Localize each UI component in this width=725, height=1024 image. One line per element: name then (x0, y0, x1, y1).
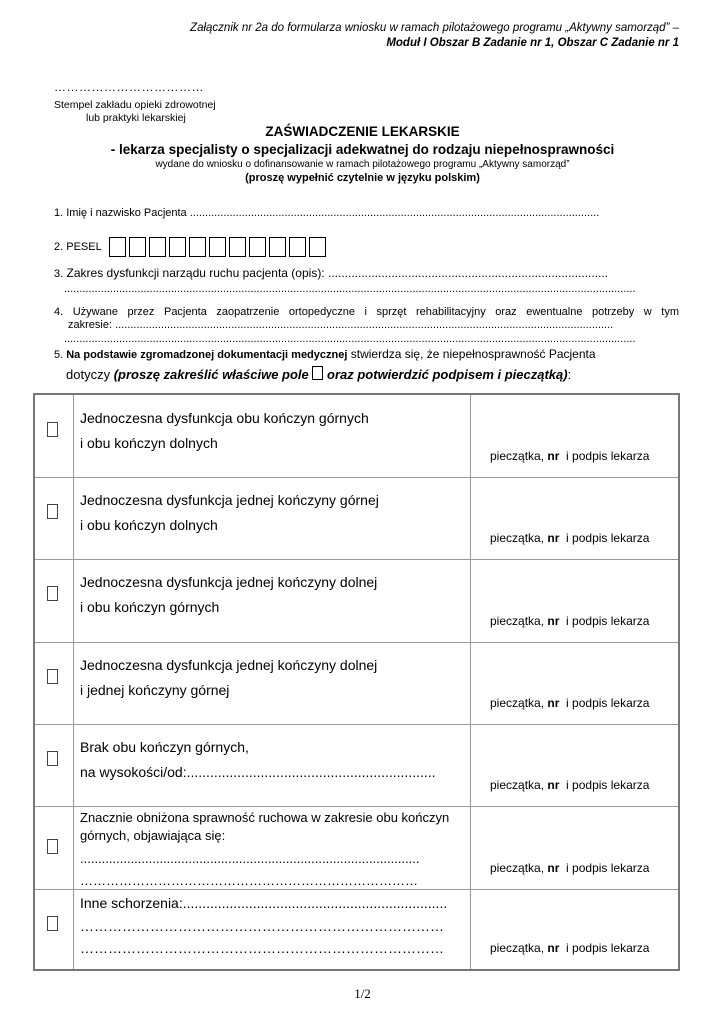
inline-checkbox-icon (312, 366, 323, 380)
header-line-2: Moduł I Obszar B Zadanie nr 1, Obszar C Zadanie nr 1 (386, 37, 679, 49)
row-text-line: Jednoczesna dysfunkcja jednej kończyny dolnej (80, 574, 378, 590)
patient-name-field[interactable]: 1. Imię i nazwisko Pacjenta ...................................................................................................................................... (54, 207, 600, 219)
signature-prefix: pieczątka, (490, 696, 548, 710)
signature-suffix: i podpis lekarza (559, 531, 650, 545)
page-number: 1/2 (354, 986, 371, 1001)
row-checkbox[interactable] (47, 422, 58, 437)
checkbox-cell (35, 642, 74, 724)
checkbox-cell (35, 889, 74, 969)
signature-nr: nr (547, 449, 560, 463)
disability-table (33, 393, 680, 971)
row-description (80, 477, 471, 559)
row-text-line[interactable]: …………………………………………………………………… (80, 873, 418, 888)
row-text-line: i obu kończyn dolnych (80, 517, 218, 533)
row-text-line: i obu kończyn dolnych (80, 435, 218, 451)
q3-dotted-line[interactable]: ........................................................................................................................................................................................... (64, 283, 636, 295)
row-text-line[interactable]: na wysokości/od:................................................................ (80, 764, 436, 780)
pesel-digit-box[interactable] (189, 237, 206, 257)
table-row (35, 477, 678, 560)
q5-line-1 (54, 347, 679, 361)
pesel-digit-box[interactable] (169, 237, 186, 257)
signature-suffix: i podpis lekarza (559, 614, 650, 628)
signature-suffix: i podpis lekarza (559, 778, 650, 792)
q4-text-line-2[interactable]: zakresie: ................................................................................................................................................................... (68, 319, 614, 331)
q5-line2-italic: (proszę zakreślić właściwe pole (113, 367, 309, 382)
signature-suffix: i podpis lekarza (559, 861, 650, 875)
checkbox-cell (35, 559, 74, 642)
document-info: wydane do wniosku o dofinansowanie w ramach pilotażowego programu „Aktywny samorząd” (155, 159, 570, 170)
q4-dotted-line[interactable]: ........................................................................................................................................................................................... (64, 333, 636, 345)
row-checkbox[interactable] (47, 504, 58, 519)
checkbox-cell (35, 724, 74, 806)
signature-nr: nr (547, 531, 560, 545)
row-description (80, 724, 471, 806)
row-text-line: i jednej kończyny górnej (80, 682, 230, 698)
row-checkbox[interactable] (47, 916, 58, 931)
table-row (35, 724, 678, 807)
header-line-1: Załącznik nr 2a do formularza wniosku w ramach pilotażowego programu „Aktywny samorząd” – (190, 22, 679, 34)
pesel-digit-box[interactable] (209, 237, 226, 257)
q4-text-line-1: 4. Używane przez Pacjenta zaopatrzenie ortopedyczne i sprzęt rehabilitacyjny oraz ewentualne potrzeby w tym (54, 306, 679, 318)
signature-nr: nr (547, 696, 560, 710)
q5-text: stwierdza się, że niepełnosprawność Pacjenta (347, 347, 596, 361)
row-description (80, 559, 471, 642)
signature-suffix: i podpis lekarza (559, 449, 650, 463)
doctor-signature-field[interactable] (490, 531, 649, 545)
row-text-line[interactable]: …………………………………………………………………… (80, 918, 444, 934)
q3-text: Zakres dysfunkcji narządu ruchu pacjenta (opis): .................................................................................... (63, 266, 609, 280)
table-row (35, 559, 678, 643)
pesel-digit-box[interactable] (229, 237, 246, 257)
document-title: ZAŚWIADCZENIE LEKARSKIE (265, 124, 460, 139)
row-text-line[interactable]: .............................................................................................. (80, 851, 420, 866)
row-description (80, 806, 471, 889)
row-description (80, 395, 471, 477)
pesel-digit-box[interactable] (149, 237, 166, 257)
row-text-line: górnych, objawiająca się: (80, 828, 226, 843)
row-description (80, 889, 471, 969)
row-text-line: i obu kończyn górnych (80, 599, 220, 615)
table-row (35, 806, 678, 890)
stamp-label-1: Stempel zakładu opieki zdrowotnej (54, 99, 216, 111)
q5-line2-end: oraz potwierdzić podpisem i pieczątką) (323, 367, 568, 382)
table-row (35, 642, 678, 725)
pesel-boxes[interactable] (109, 237, 326, 257)
signature-nr: nr (547, 614, 560, 628)
signature-prefix: pieczątka, (490, 778, 548, 792)
dysfunction-scope-field[interactable] (54, 266, 608, 280)
fill-instruction: (proszę wypełnić czytelnie w języku polskim) (245, 172, 480, 184)
doctor-signature-field[interactable] (490, 778, 649, 792)
signature-prefix: pieczątka, (490, 449, 548, 463)
row-text-line: Jednoczesna dysfunkcja obu kończyn górnych (80, 410, 369, 426)
q5-number: 5. (54, 349, 67, 361)
pesel-digit-box[interactable] (269, 237, 286, 257)
pesel-label: 2. PESEL (54, 241, 102, 253)
row-text-line[interactable]: …………………………………………………………………… (80, 940, 444, 956)
pesel-digit-box[interactable] (249, 237, 266, 257)
signature-nr: nr (547, 861, 560, 875)
row-text-line: Brak obu kończyn górnych, (80, 739, 249, 755)
stamp-dots: ……………………………… (54, 80, 204, 94)
row-text-line: Jednoczesna dysfunkcja jednej kończyny dolnej (80, 657, 378, 673)
checkbox-cell (35, 395, 74, 477)
q3-number: 3. (54, 268, 64, 280)
q5-line-2 (66, 366, 571, 382)
signature-suffix: i podpis lekarza (559, 696, 650, 710)
row-text-line: Jednoczesna dysfunkcja jednej kończyny górnej (80, 492, 379, 508)
q5-line2-start: dotyczy (66, 367, 114, 382)
row-text-line[interactable]: Inne schorzenia:.................................................................... (80, 895, 448, 911)
pesel-field[interactable] (54, 237, 326, 257)
row-checkbox[interactable] (47, 839, 58, 854)
signature-prefix: pieczątka, (490, 614, 548, 628)
row-checkbox[interactable] (47, 751, 58, 766)
doctor-signature-field[interactable] (490, 614, 649, 628)
signature-nr: nr (547, 778, 560, 792)
signature-prefix: pieczątka, (490, 531, 548, 545)
pesel-digit-box[interactable] (109, 237, 126, 257)
row-text-line: Znacznie obniżona sprawność ruchowa w zakresie obu kończyn (80, 810, 450, 825)
checkbox-cell (35, 806, 74, 889)
pesel-digit-box[interactable] (289, 237, 306, 257)
pesel-digit-box[interactable] (309, 237, 326, 257)
q5-colon: : (567, 367, 572, 382)
doctor-signature-field[interactable] (490, 941, 649, 955)
doctor-signature-field[interactable] (490, 449, 649, 463)
table-row (35, 889, 678, 969)
table-row (35, 395, 678, 478)
pesel-digit-box[interactable] (129, 237, 146, 257)
stamp-label-2: lub praktyki lekarskiej (86, 112, 186, 124)
doctor-signature-field[interactable] (490, 696, 649, 710)
document-subtitle: - lekarza specjalisty o specjalizacji adekwatnej do rodzaju niepełnosprawności (110, 142, 615, 157)
signature-nr: nr (547, 941, 560, 955)
signature-prefix: pieczątka, (490, 861, 548, 875)
doctor-signature-field[interactable] (490, 861, 649, 875)
row-checkbox[interactable] (47, 669, 58, 684)
checkbox-cell (35, 477, 74, 559)
row-description (80, 642, 471, 724)
row-checkbox[interactable] (47, 586, 58, 601)
q5-bold: Na podstawie zgromadzonej dokumentacji medycznej (66, 349, 348, 361)
signature-prefix: pieczątka, (490, 941, 548, 955)
signature-suffix: i podpis lekarza (559, 941, 650, 955)
